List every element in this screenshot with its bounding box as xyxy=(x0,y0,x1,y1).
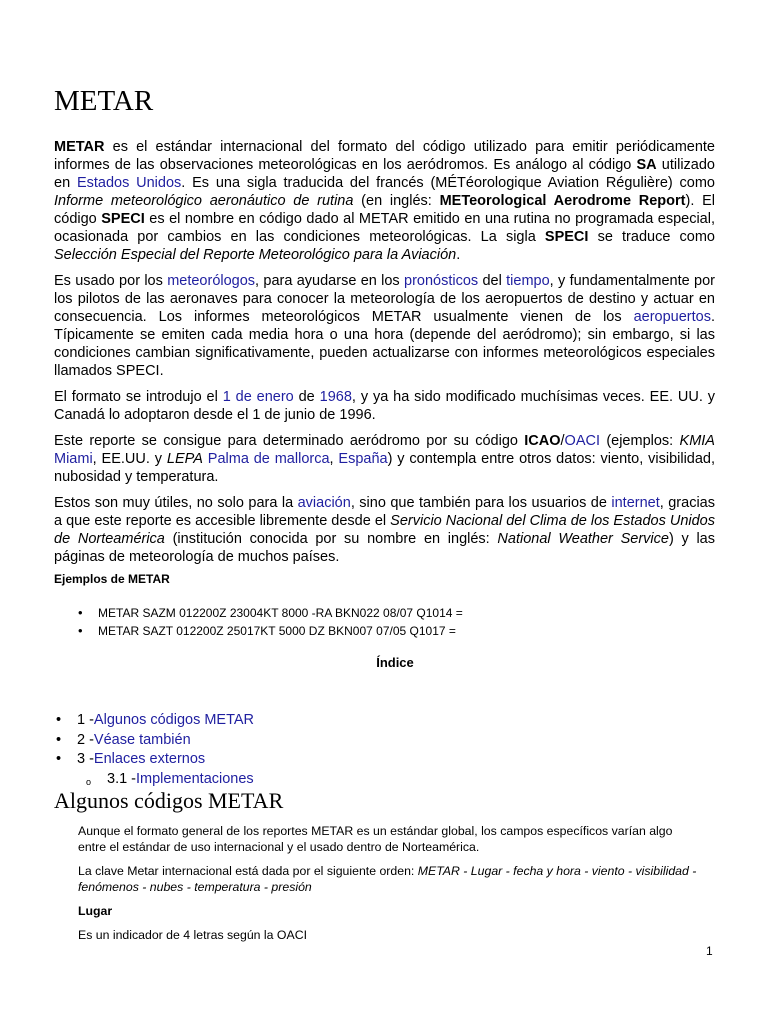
page-number: 1 xyxy=(706,944,713,958)
bold-term: METeorological Aerodrome Report xyxy=(439,193,686,209)
link-internet[interactable]: internet xyxy=(611,495,660,511)
examples-list xyxy=(78,604,463,640)
index-heading: Índice xyxy=(376,655,414,670)
intro-paragraph: METAR es el estándar internacional del formato del código utilizado para emitir periódicamente informes de las observaciones meteorológicas en los aeródromos. Es análogo al código SA utilizado en Estados Unidos. Es una sigla traducida del francés (MÉTéorologique Aviation Régulière) como Informe meteorológico aeronáutico de rutina (en inglés: METeorological Aerodrome Report). El código SPECI es el nombre en código dado al METAR emitido en una rutina no programada especial, ocasionada por cambios en las condiciones meteorológicas. La sigla SPECI se traduce como Selección Especial del Reporte Meteorológico para la Aviación. xyxy=(54,139,715,263)
bold-term: SPECI xyxy=(101,211,145,227)
link-miami[interactable]: Miami xyxy=(54,451,93,467)
section-title: Algunos códigos METAR xyxy=(54,788,284,813)
link-meteorologos[interactable]: meteorólogos xyxy=(167,273,256,289)
bold-term: ICAO xyxy=(524,433,561,449)
toc-link-implementaciones[interactable]: Implementaciones xyxy=(136,770,254,787)
toc-item: • 1 -Algunos códigos METAR xyxy=(56,711,254,731)
usefulness-paragraph: Estos son muy útiles, no solo para la aviación, sino que también para los usuarios de internet, gracias a que este reporte es accesible libremente desde el Servicio Nacional del Clima de los Estados Unidos de Norteamérica (institución conocida por su nombre en inglés: National Weather Service) y las páginas de meteorología de muchos países. xyxy=(54,495,715,565)
section-body xyxy=(78,823,698,951)
link-tiempo[interactable]: tiempo xyxy=(506,273,550,289)
code-paragraph: Este reporte se consigue para determinado aeródromo por su código ICAO/OACI (ejemplos: KMIA Miami, EE.UU. y LEPA Palma de mallorca, España) y contempla entre otros datos: viento, visibilidad, nubosidad y temperatura. xyxy=(54,433,716,485)
lugar-text: Es un indicador de 4 letras según la OACI xyxy=(78,928,307,942)
page-title: METAR xyxy=(54,85,154,117)
link-oaci[interactable]: OACI xyxy=(564,433,600,449)
table-of-contents xyxy=(56,711,254,789)
link-aeropuertos[interactable]: aeropuertos xyxy=(633,309,711,325)
toc-link-vease-tambien[interactable]: Véase también xyxy=(93,731,191,748)
section-paragraph: Aunque el formato general de los reportes METAR es un estándar global, los campos específicos varían algo entre el estándar de uso internacional y el usado dentro de Norteamérica. xyxy=(78,824,673,854)
lugar-heading: Lugar xyxy=(78,904,113,918)
article-body xyxy=(54,138,715,574)
toc-link-enlaces-externos[interactable]: Enlaces externos xyxy=(93,751,206,767)
link-aviacion[interactable]: aviación xyxy=(297,495,351,511)
toc-item: • 3 -Enlaces externos xyxy=(56,750,254,770)
toc-item: • 2 -Véase también xyxy=(56,731,254,751)
list-item: • METAR SAZM 012200Z 23004KT 8000 -RA BKN022 08/07 Q1014 = xyxy=(78,604,463,622)
bold-term: SPECI xyxy=(544,229,589,245)
link-1968[interactable]: 1968 xyxy=(319,389,352,405)
examples-heading: Ejemplos de METAR xyxy=(54,572,170,586)
bold-term: SA xyxy=(636,157,657,173)
list-item: • METAR SAZT 012200Z 25017KT 5000 DZ BKN007 07/05 Q1017 = xyxy=(78,622,463,640)
toc-subitem: o 3.1 -Implementaciones xyxy=(56,770,254,790)
link-estados-unidos[interactable]: Estados Unidos xyxy=(76,175,182,191)
usage-paragraph: Es usado por los meteorólogos, para ayudarse en los pronósticos del tiempo, y fundamentalmente por los pilotos de las aeronaves para conocer la meteorología de los aeropuertos de destino y actuar en consecuencia. Los informes meteorológicos METAR usualmente vienen de los aeropuertos. Típicamente se emiten cada media hora o una hora (depende del aeródromo); sin embargo, si las condiciones cambian significativamente, pueden actualizarse con informes meteorológicos especiales llamados SPECI. xyxy=(54,273,715,379)
link-palma-de-mallorca[interactable]: Palma de mallorca xyxy=(207,451,330,467)
toc-link-algunos-codigos[interactable]: Algunos códigos METAR xyxy=(93,712,255,728)
link-espana[interactable]: España xyxy=(338,451,388,467)
section-paragraph: La clave Metar internacional está dada por el siguiente orden: METAR - Lugar - fecha y hora - viento - visibilidad - fenómenos - nubes - temperatura - presión xyxy=(78,864,697,894)
link-pronosticos[interactable]: pronósticos xyxy=(404,273,479,289)
link-1-de-enero[interactable]: 1 de enero xyxy=(222,389,294,405)
bold-term: METAR xyxy=(54,139,105,155)
history-paragraph: El formato se introdujo el 1 de enero de 1968, y ya ha sido modificado muchísimas veces. EE. UU. y Canadá lo adoptaron desde el 1 de junio de 1996. xyxy=(54,389,716,423)
